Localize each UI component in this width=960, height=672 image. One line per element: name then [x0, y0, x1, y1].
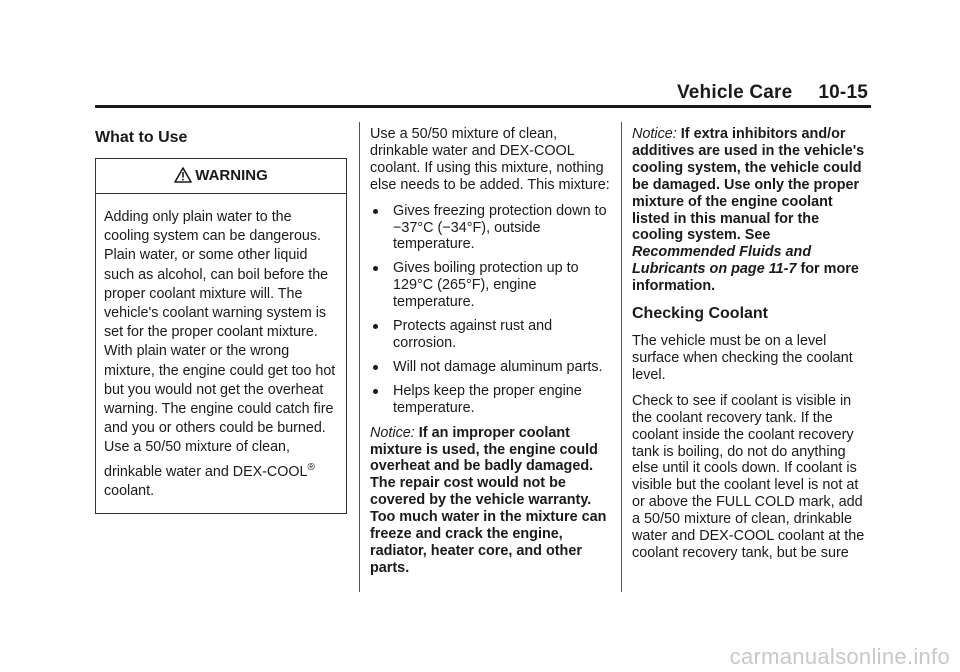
warning-body: [96, 194, 346, 513]
notice-text: If an improper coolant mixture is used, the engine could overheat and be badly damaged. The repair cost would not be covered by the vehicle warranty. Too much water in the mixture can freeze and crack the engine, radiator, heater core, and other parts.: [370, 424, 607, 576]
warning-text: Adding only plain water to the cooling system can be dangerous. Plain water, or some other liquid such as alcohol, can boil before the proper coolant mixture will. The vehicle's coolant warning system is set for the proper coolant mixture. With plain water or the wrong mixture, the engine could get too hot but you would not get the overheat warning. The engine could catch fire and you or others could be burned. Use a 50/50 mixture of clean, drinkable water and DEX-COOL: [104, 209, 336, 480]
column-2: [370, 126, 610, 586]
warning-text-end: coolant.: [104, 482, 155, 499]
column-divider-1: [359, 122, 360, 592]
page-number: 10-15: [818, 82, 868, 103]
checking-coolant-heading: Checking Coolant: [632, 305, 769, 323]
warning-box: [95, 158, 347, 514]
registered-mark: ®: [307, 461, 315, 473]
column-divider-2: [621, 122, 622, 592]
watermark: carmanualsonline.info: [729, 644, 950, 669]
paragraph-check: Check to see if coolant is visible in the coolant recovery tank. If the coolant inside the coolant recovery tank is boiling, do not do anything else until it cools down. If coolant is visible but the coolant level is not at or above the FULL COLD mark, add a 50/50 mixture of clean, drinkable water and DEX-COOL coolant at the coolant recovery tank, but be sure: [632, 392, 865, 561]
notice-tail: for more information.: [632, 261, 859, 295]
header-rule: [95, 105, 871, 108]
warning-triangle-icon: [174, 167, 192, 183]
what-to-use-heading: What to Use: [95, 129, 188, 146]
list-item: Will not damage aluminum parts.: [370, 359, 610, 376]
mixture-intro: Use a 50/50 mixture of clean, drinkable water and DEX-COOL coolant. If using this mixture, nothing else needs to be added. This mixture:: [370, 126, 610, 193]
column-3: [632, 126, 872, 571]
notice-text: If extra inhibitors and/or additives are used in the vehicle's cooling system, the vehicle could be damaged. Use only the proper mixture of the engine coolant listed in this manual for the cooling system. See: [632, 126, 865, 244]
list-item: Gives freezing protection down to −37°C (−34°F), outside temperature.: [370, 203, 610, 254]
cross-reference-link[interactable]: Recommended Fluids and Lubricants on page 11-7: [632, 244, 812, 278]
notice-paragraph: [370, 425, 610, 577]
notice-label: Notice:: [632, 126, 677, 142]
column-1: [95, 126, 347, 514]
notice-label: Notice:: [370, 424, 415, 441]
page-header: [677, 82, 868, 104]
paragraph-level: The vehicle must be on a level surface when checking the coolant level.: [632, 333, 853, 383]
notice-paragraph-2: [632, 126, 872, 295]
list-item: Helps keep the proper engine temperature.: [370, 383, 610, 417]
list-item: Gives boiling protection up to 129°C (265°F), engine temperature.: [370, 260, 610, 311]
warning-title: WARNING: [195, 167, 268, 184]
warning-header: [96, 159, 346, 194]
mixture-benefits-list: [370, 203, 610, 417]
list-item: Protects against rust and corrosion.: [370, 318, 610, 352]
section-title: Vehicle Care: [676, 82, 793, 103]
